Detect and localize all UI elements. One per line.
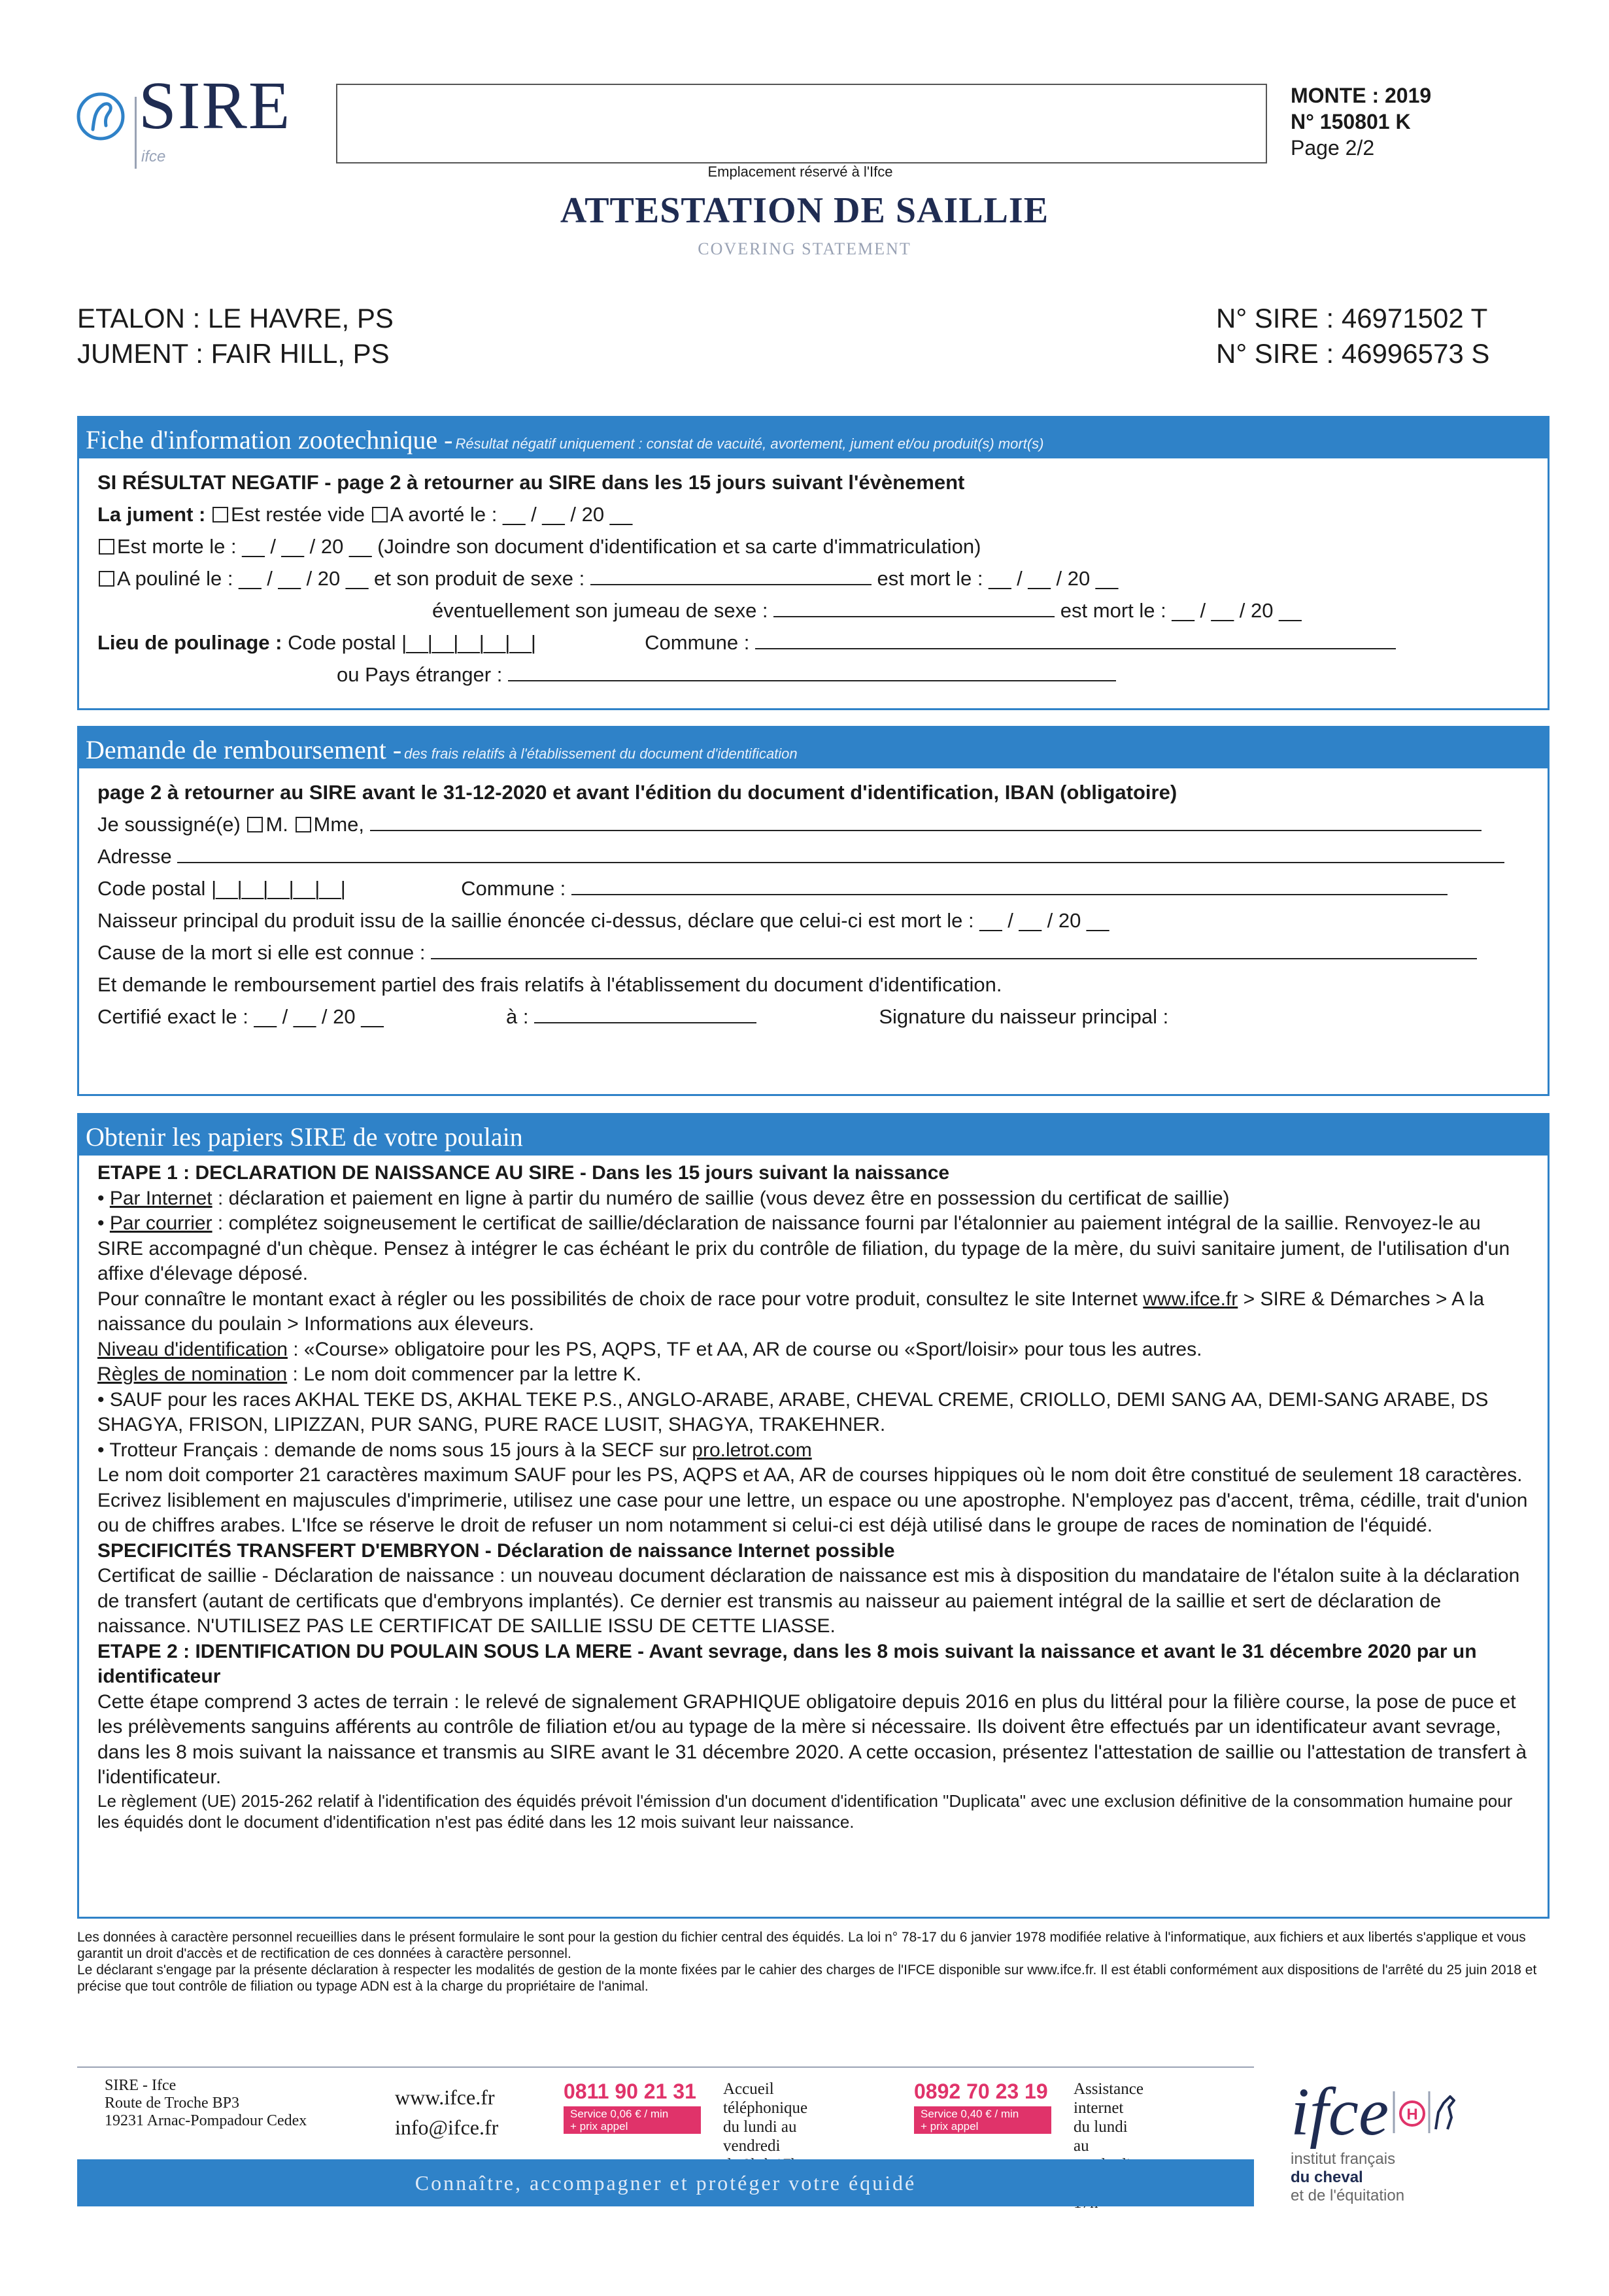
soussigne-label: Je soussigné(e)	[97, 813, 241, 836]
regles-paragraph	[97, 1362, 1529, 1388]
section-subtitle: Résultat négatif uniquement : constat de vacuité, avortement, jument et/ou produit(s) mort(s)	[455, 436, 1044, 452]
etalon-sire-number: N° SIRE : 46971502 T	[1216, 303, 1488, 334]
trotteur-item	[97, 1438, 1529, 1464]
sauf-text: SAUF pour les races AKHAL TEKE DS, AKHAL TEKE P.S., ANGLO-ARABE, ARABE, CHEVAL CREME, CRIOLLO, DEMI SANG AA, DEMI-SANG ARABE, DS SHAGYA, FRISON, LIPIZZAN, PUR SANG, PURE RACE LUSIT, SHAGYA, TRAKEHNER.	[97, 1388, 1489, 1435]
signature-label: Signature du naisseur principal :	[879, 1005, 1169, 1028]
par-courrier-label: Par courrier	[109, 1212, 212, 1234]
etalon-name: ETALON : LE HAVRE, PS	[77, 303, 394, 334]
cause-field[interactable]	[431, 940, 1477, 959]
monte-year: MONTE : 2019	[1291, 84, 1432, 107]
etape1-heading: ETAPE 1 : DECLARATION DE NAISSANCE AU SIRE - Dans les 15 jours suivant la naissance	[97, 1162, 950, 1184]
morte-checkbox[interactable]	[99, 539, 114, 555]
fiche-zootechnique-section	[77, 416, 1550, 710]
page-number: Page 2/2	[1291, 136, 1375, 160]
phone-2-desc-line-2: du lundi au	[1074, 2118, 1128, 2155]
phone-2-tag-line-2: + prix appel	[921, 2120, 979, 2133]
phone-2-tag-line-1: Service 0,40 € / min	[921, 2108, 1019, 2120]
pays-label: ou Pays étranger :	[337, 663, 503, 686]
phone-2-desc-line-1: Assistance internet	[1074, 2080, 1143, 2117]
reserved-area-label: Emplacement réservé à l'Ifce	[707, 163, 893, 180]
produit-sexe-label: et son produit de sexe :	[374, 567, 585, 590]
adresse-field[interactable]	[177, 844, 1504, 863]
phone-2-block	[914, 2080, 1143, 2155]
lieu-label: Lieu de poulinage :	[97, 631, 282, 654]
section-body	[79, 1156, 1548, 1832]
section-subtitle: des frais relatifs à l'établissement du document d'identification	[404, 745, 798, 762]
etape2-heading: ETAPE 2 : IDENTIFICATION DU POULAIN SOUS LA MERE - Avant sevrage, dans les 8 mois suivant la naissance et avant le 31 décembre 2020 par un identificateur	[97, 1640, 1477, 1687]
vide-label: Est restée vide	[230, 503, 365, 526]
produit-sexe-field[interactable]	[590, 566, 872, 585]
commune-label: Commune :	[461, 877, 566, 900]
ifce-tagline-3: et de l'équitation	[1291, 2187, 1405, 2204]
morte-line	[97, 530, 1529, 562]
transfert-paragraph: Certificat de saillie - Déclaration de naissance : un nouveau document déclaration de naissance est mis à disposition du mandataire de l'étalon suite à la déclaration de transfert (autant de certificats que d'embryons implantés). Ce dernier est transmis au naisseur au paiement intégral de la saillie et sert de déclaration de naissance. N'UTILISEZ PAS LE CERTIFICAT DE SAILLIE ISSU DE CETTE LIASSE.	[97, 1565, 1520, 1637]
logo-subtext: ifce	[141, 148, 166, 165]
naisseur-line	[97, 904, 1529, 936]
section-title: Obtenir les papiers SIRE de votre poulain	[86, 1122, 523, 1152]
trotteur-text: Trotteur Français : demande de noms sous 15 jours à la SECF sur	[109, 1439, 686, 1461]
demande-line: Et demande le remboursement partiel des frais relatifs à l'établissement du document d'identification.	[97, 973, 1002, 996]
commune-label: Commune :	[645, 631, 750, 654]
address-line-1: SIRE - Ifce	[105, 2077, 177, 2094]
la-jument-label: La jument :	[97, 503, 206, 526]
poulinee-checkbox[interactable]	[99, 571, 114, 587]
ifce-emblem-icon	[1393, 2086, 1465, 2138]
phone-1-tag-line-1: Service 0,06 € / min	[570, 2108, 669, 2120]
sire-numbers	[1216, 301, 1489, 371]
par-internet-label: Par Internet	[109, 1187, 212, 1209]
naisseur-label: Naisseur principal du produit issu de la saillie énoncée ci-dessus, déclare que celui-ci est mort le :	[97, 909, 974, 932]
footer-address	[105, 2077, 307, 2130]
mme-label: Mme,	[313, 813, 365, 836]
lieu-line	[97, 626, 1529, 659]
soussigne-line	[97, 808, 1529, 840]
ifce-wordmark: ifce	[1291, 2074, 1389, 2150]
pays-line	[97, 659, 1529, 691]
morte-date-field[interactable]: __ / __ / 20 __	[242, 535, 372, 558]
cause-label: Cause de la mort si elle est connue :	[97, 941, 426, 964]
address-line-2: Route de Troche BP3	[105, 2095, 240, 2112]
privacy-line-2: Le déclarant s'engage par la présente déclaration à respecter les modalités de gestion de la monte fixées par le cahier des charges de l'IFCE disponible sur www.ifce.fr. Il est établi conformément aux dispositions de l'arrêté du 25 juin 2018 et précise que tout contrôle de filiation ou typage ADN est à la charge du propriétaire de l'animal.	[77, 1962, 1537, 1994]
name-field[interactable]	[370, 812, 1482, 831]
certifie-label: Certifié exact le :	[97, 1005, 248, 1028]
poulinee-label: A pouliné le :	[117, 567, 233, 590]
section-title: Demande de remboursement -	[86, 735, 402, 764]
certifie-line	[97, 1001, 1529, 1033]
ifce-logo	[1291, 2074, 1487, 2205]
poulinee-line	[97, 562, 1529, 594]
jumeau-label: éventuellement son jumeau de sexe :	[432, 599, 768, 622]
adresse-label: Adresse	[97, 845, 172, 868]
phone-1-block	[564, 2080, 808, 2155]
etape2-paragraph: Cette étape comprend 3 actes de terrain : le relevé de signalement GRAPHIQUE obligatoire depuis 2016 en plus du littéral pour la filière course, la pose de puce et les prélèvements sanguins afférents au contrôle de filiation et/ou au typage de la mère si nécessaire. Ils doivent être effectués par un identificateur avant sevrage, dans les 8 mois suivant la naissance et transmis au SIRE avant le 31 décembre 2020. A cette occasion, présentez l'attestation de saillie ou l'attestation de transfert à l'identificateur.	[97, 1690, 1527, 1788]
regles-text: : Le nom doit commencer par la lettre K.	[292, 1363, 642, 1385]
regles-label: Règles de nomination	[97, 1363, 288, 1385]
montant-paragraph	[97, 1287, 1529, 1337]
ifce-tagline-2: du cheval	[1291, 2168, 1363, 2186]
papiers-section	[77, 1113, 1550, 1919]
jumeau-mort-date-field[interactable]: __ / __ / 20 __	[1172, 599, 1302, 622]
lieu-field[interactable]	[534, 1004, 756, 1023]
cause-line	[97, 936, 1529, 968]
monte-info	[1291, 82, 1431, 161]
jument-sire-number: N° SIRE : 46996573 S	[1216, 338, 1490, 369]
section-header	[79, 418, 1548, 458]
svg-text:H: H	[1406, 2106, 1418, 2123]
sire-logo	[73, 78, 132, 150]
naisseur-date-field[interactable]: __ / __ / 20 __	[979, 909, 1109, 932]
a-label: à :	[505, 1005, 529, 1028]
nom-paragraph: Le nom doit comporter 21 caractères maximum SAUF pour les PS, AQPS et AA, AR de courses hippiques où le nom doit être constitué de seulement 18 caractères. Ecrivez lisiblement en majuscules d'imprimerie, utilisez une case pour une lettre, un espace ou une apostrophe. N'employez pas d'accent, trêma, cédille, trait d'union ou de chiffres arabes. L'Ifce se réserve le droit de refuser un nom notamment si celui-ci est déjà utilisé dans le groupe de races de nomination de l'équidé.	[97, 1464, 1528, 1536]
code-postal-label: Code postal	[97, 877, 206, 900]
email-link[interactable]: info@ifce.fr	[395, 2116, 499, 2139]
horse-head-logo-icon	[73, 78, 132, 150]
mme-checkbox[interactable]	[296, 817, 311, 832]
par-courrier-item	[97, 1211, 1529, 1287]
par-internet-item	[97, 1186, 1529, 1212]
privacy-line-1: Les données à caractère personnel recueillies dans le présent formulaire le sont pour la gestion du fichier central des équidés. La loi n° 78-17 du 6 janvier 1978 modifiée relative à l'informatique, aux fichiers et aux libertés s'applique et vous garantit un droit d'accès et de rectification de ces données à caractère personnel.	[77, 1930, 1526, 1961]
phone-1-desc-line-2: du lundi au vendredi	[723, 2118, 797, 2155]
section-title: Fiche d'information zootechnique -	[86, 425, 453, 454]
vide-checkbox[interactable]	[212, 507, 228, 523]
remboursement-section	[77, 726, 1550, 1096]
code-postal-field[interactable]: |__|__|__|__|__|	[211, 877, 345, 900]
jument-status-line	[97, 498, 1529, 530]
phone-1-tag	[564, 2106, 701, 2134]
pays-field[interactable]	[508, 662, 1116, 681]
avorte-date-field[interactable]: __ / __ / 20 __	[502, 503, 633, 526]
bullet: •	[97, 1439, 105, 1461]
par-courrier-text: : complétez soigneusement le certificat de saillie/déclaration de naissance fourni par l'étalonnier au paiement intégral de la saillie. Renvoyez-le au SIRE accompagné d'un chèque. Pensez à intégrer le cas échéant le prix du contrôle de filiation, du typage de la mère, du suivi sanitaire jument, de l'utilisation d'un affixe d'élevage déposé.	[97, 1212, 1510, 1284]
phone-1-tag-line-2: + prix appel	[570, 2120, 628, 2133]
code-postal-label: Code postal	[288, 631, 396, 654]
footer-slogan-band: Connaître, accompagner et protéger votre équidé	[77, 2159, 1254, 2206]
poulinee-date-field[interactable]: __ / __ / 20 __	[239, 567, 369, 590]
jumeau-line	[97, 594, 1529, 626]
website-link[interactable]: www.ifce.fr	[395, 2085, 495, 2109]
page-title: ATTESTATION DE SAILLIE	[560, 190, 1049, 231]
produit-mort-date-field[interactable]: __ / __ / 20 __	[989, 567, 1119, 590]
horse-names	[77, 301, 394, 371]
sauf-item	[97, 1388, 1529, 1438]
certifie-date-field[interactable]: __ / __ / 20 __	[254, 1005, 384, 1028]
transfert-heading: SPECIFICITÉS TRANSFERT D'EMBRYON - Déclaration de naissance Internet possible	[97, 1539, 895, 1562]
section-header	[79, 1115, 1548, 1156]
avorte-checkbox[interactable]	[372, 507, 388, 523]
niveau-text: : «Course» obligatoire pour les PS, AQPS, TF et AA, AR de course ou «Sport/loisir» pour tous les autres.	[293, 1338, 1202, 1360]
remboursement-heading: page 2 à retourner au SIRE avant le 31-12-2020 et avant l'édition du document d'identification, IBAN (obligatoire)	[97, 781, 1177, 804]
avorte-label: A avorté le :	[390, 503, 498, 526]
commune-field[interactable]	[755, 630, 1396, 649]
code-postal-line	[97, 872, 1529, 904]
form-number: N° 150801 K	[1291, 110, 1411, 133]
reserved-area-box	[336, 84, 1267, 163]
phone-2-tag	[914, 2106, 1051, 2134]
montant-path: > SIRE & Démarches > A la naissance du poulain > Informations aux éleveurs.	[97, 1288, 1485, 1335]
fiche-heading: SI RÉSULTAT NEGATIF - page 2 à retourner au SIRE dans les 15 jours suivant l'évènement	[97, 471, 965, 494]
bullet: •	[97, 1388, 105, 1411]
jumeau-mort-label: est mort le :	[1060, 599, 1166, 622]
privacy-notice	[77, 1929, 1546, 1995]
code-postal-field[interactable]: |__|__|__|__|__|	[401, 631, 535, 654]
phone-2-number[interactable]: 0892 70 23 19	[914, 2080, 1048, 2103]
letrot-link[interactable]: pro.letrot.com	[692, 1439, 812, 1461]
footer-contacts	[395, 2082, 498, 2142]
section-body	[79, 768, 1548, 1033]
logo-divider	[135, 97, 137, 169]
adresse-line	[97, 840, 1529, 872]
ifce-website-link[interactable]: www.ifce.fr	[1143, 1288, 1238, 1310]
logo-text: SIRE	[139, 68, 292, 143]
phone-1-number[interactable]: 0811 90 21 31	[564, 2080, 696, 2103]
niveau-label: Niveau d'identification	[97, 1338, 288, 1360]
montant-text: Pour connaître le montant exact à régler ou les possibilités de choix de race pour votre produit, consultez le site Internet	[97, 1288, 1138, 1310]
footer-divider	[77, 2066, 1254, 2068]
jument-name: JUMENT : FAIR HILL, PS	[77, 338, 390, 369]
phone-1-desc-line-1: Accueil téléphonique	[723, 2080, 808, 2117]
ifce-tagline-1: institut français	[1291, 2150, 1396, 2168]
niveau-paragraph	[97, 1337, 1529, 1363]
m-label: M.	[265, 813, 288, 836]
commune-field[interactable]	[571, 876, 1448, 895]
page-subtitle: COVERING STATEMENT	[698, 239, 911, 258]
bullet: •	[97, 1212, 105, 1234]
morte-label: Est morte le :	[117, 535, 237, 558]
ifce-tagline	[1291, 2150, 1487, 2205]
jumeau-sexe-field[interactable]	[773, 598, 1055, 617]
par-internet-text: : déclaration et paiement en ligne à partir du numéro de saillie (vous devez être en possession du certificat de saillie)	[217, 1187, 1230, 1209]
m-checkbox[interactable]	[247, 817, 263, 832]
section-body	[79, 458, 1548, 691]
joindre-note: (Joindre son document d'identification et sa carte d'immatriculation)	[377, 535, 981, 558]
address-line-3: 19231 Arnac-Pompadour Cedex	[105, 2112, 307, 2129]
reglement-paragraph: Le règlement (UE) 2015-262 relatif à l'identification des équidés prévoit l'émission d'un document d'identification "Duplicata" avec une exclusion définitive de la consommation humaine pour les équidés dont le document d'identification n'est pas édité dans les 12 mois suivant leur naissance.	[97, 1791, 1513, 1832]
produit-mort-label: est mort le :	[877, 567, 983, 590]
section-header	[79, 728, 1548, 768]
bullet: •	[97, 1187, 105, 1209]
